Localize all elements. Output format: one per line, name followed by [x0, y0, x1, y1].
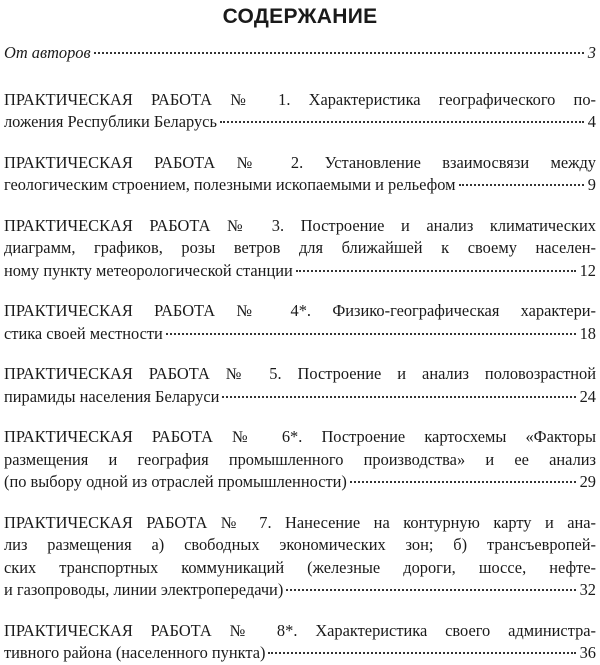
toc-entry[interactable] [4, 152, 596, 197]
dot-leader [268, 651, 575, 654]
page-number: 24 [579, 386, 596, 406]
toc-entry-text: пирамиды населения Беларуси [4, 386, 220, 406]
dot-leader [220, 120, 584, 123]
page-number: 3 [587, 43, 596, 62]
toc-entry-last-line [4, 174, 596, 197]
toc-entry[interactable] [4, 300, 596, 345]
toc-entry-line: ПРАКТИЧЕСКАЯ РАБОТА № 8*. Характеристика своего администра- [4, 620, 596, 640]
dot-leader [459, 183, 584, 186]
toc-entry-last-line [4, 260, 596, 283]
toc-entry-last-line [4, 386, 596, 409]
toc-entry-line: ских транспортных коммуникаций (железные дороги, шоссе, нефте- [4, 557, 596, 577]
toc-entry-last-line [4, 111, 596, 134]
toc-title: СОДЕРЖАНИЕ [222, 5, 378, 28]
toc-entry-last-line [4, 42, 596, 65]
toc-entry[interactable] [4, 363, 596, 408]
toc-entry-line: ПРАКТИЧЕСКАЯ РАБОТА № 6*. Построение картосхемы «Факторы [4, 427, 596, 446]
dot-leader [350, 480, 576, 483]
toc-entry-text: геологическим строением, полезными ископаемыми и рельефом [4, 175, 456, 194]
toc-entry[interactable] [4, 512, 596, 602]
page-number: 12 [579, 260, 596, 280]
toc-entry-line: ПРАКТИЧЕСКАЯ РАБОТА № 3. Построение и анализ климатических [4, 215, 596, 235]
toc-entry-line: ПРАКТИЧЕСКАЯ РАБОТА № 5. Построение и анализ половозрастной [4, 364, 596, 383]
dot-leader [166, 332, 576, 335]
dot-leader [222, 395, 575, 398]
toc-entry-last-line [4, 579, 596, 602]
toc-entry[interactable] [4, 215, 596, 283]
toc-entry-text: и газопроводы, линии электропередачи) [4, 580, 284, 599]
toc-entry-last-line [4, 642, 596, 665]
page-number: 4 [587, 112, 596, 131]
page-number: 32 [579, 580, 596, 599]
page-number: 18 [579, 323, 596, 343]
toc-list [4, 42, 596, 665]
toc-entry-line: диаграмм, графиков, розы ветров для ближайшей к своему населен- [4, 238, 596, 257]
toc-entry-line: ПРАКТИЧЕСКАЯ РАБОТА № 7. Нанесение на контурную карту и ана- [4, 512, 596, 532]
dot-leader [94, 51, 584, 54]
toc-entry-line: ПРАКТИЧЕСКАЯ РАБОТА № 4*. Физико-географическая характери- [4, 301, 596, 320]
toc-entry-line: размещения и география промышленного производства» и ее анализ [4, 449, 596, 469]
toc-entry[interactable] [4, 42, 596, 65]
toc-entry-last-line [4, 323, 596, 346]
toc-entry-text: ложения Республики Беларусь [4, 112, 217, 131]
toc-entry-line: ПРАКТИЧЕСКАЯ РАБОТА № 2. Установление взаимосвязи между [4, 152, 596, 172]
page-number: 29 [579, 472, 596, 491]
page-number: 9 [587, 175, 596, 194]
toc-entry[interactable] [4, 426, 596, 494]
toc-entry-text: От авторов [4, 43, 91, 62]
toc-entry-line: лиз размещения а) свободных экономических зон; б) трансъевропей- [4, 535, 596, 554]
toc-entry-last-line [4, 471, 596, 494]
toc-entry[interactable] [4, 89, 596, 134]
toc-entry-text: тивного района (населенного пункта) [4, 643, 266, 662]
toc-entry-text: стика своей местности [4, 323, 163, 343]
dot-leader [296, 269, 576, 272]
page-number: 36 [579, 643, 596, 662]
toc-entry-line: ПРАКТИЧЕСКАЯ РАБОТА № 1. Характеристика географического по- [4, 89, 596, 109]
toc-entry[interactable] [4, 620, 596, 665]
toc-entry-text: ному пункту метеорологической станции [4, 260, 293, 280]
dot-leader [286, 588, 575, 591]
toc-entry-text: (по выбору одной из отраслей промышленности) [4, 472, 347, 491]
